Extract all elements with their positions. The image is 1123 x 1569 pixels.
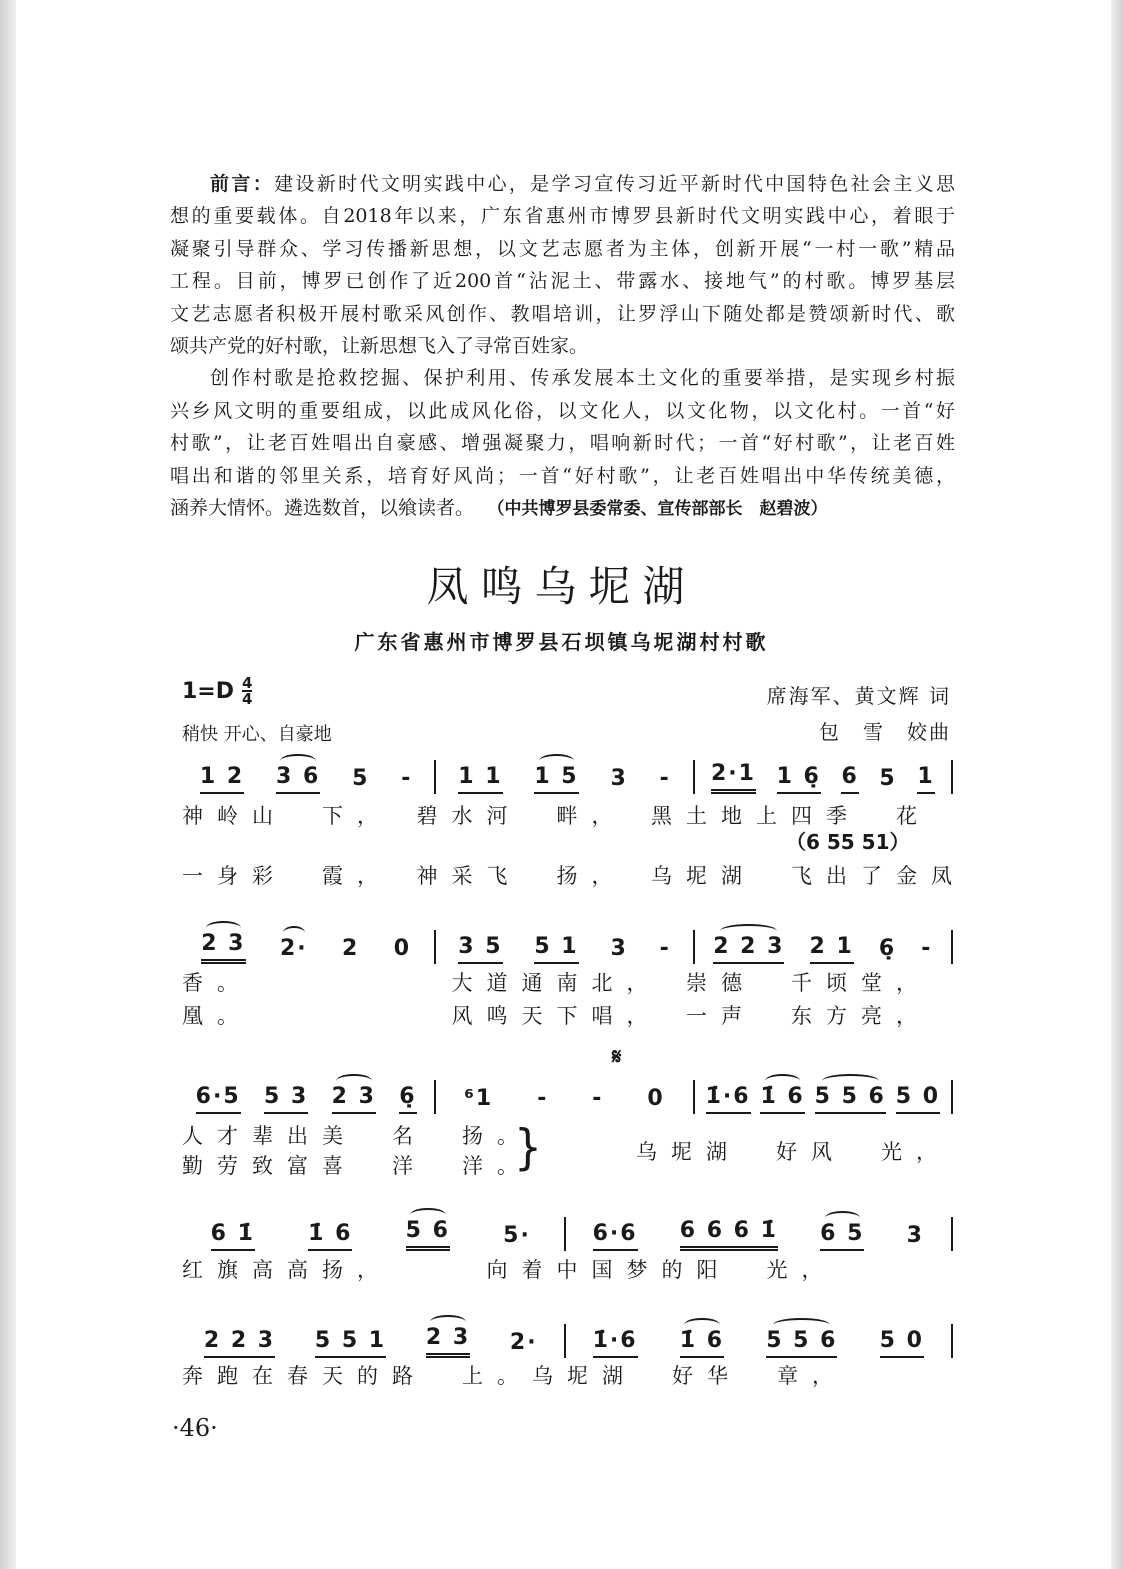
note-group: 5 5 6 — [766, 1328, 837, 1358]
preface-text: 凝聚引导群众、学习传播新思想，以文艺志愿者为主体，创新开展“一村一歌”精品 — [170, 237, 955, 260]
brace: } — [514, 1119, 542, 1176]
note-group: - — [537, 1086, 549, 1111]
chorus-lyric: 乌坭湖 好风 光， — [636, 1140, 951, 1164]
segno-sign: 𝄋 — [612, 1044, 622, 1070]
measure — [566, 1218, 952, 1251]
notation-system — [178, 1080, 953, 1114]
lyric-line: 奔跑在春天的路 上。乌坭湖 好华 章， — [182, 1364, 847, 1388]
note-group: 5· — [503, 1223, 531, 1248]
lyricist-credit: 席海军、黄文辉 词 — [766, 684, 951, 708]
preface-text: 文艺志愿者积极开展村歌采风创作、教唱培训，让罗浮山下随处都是赞颂新时代、歌 — [170, 302, 955, 325]
note-group: 6 — [841, 764, 858, 794]
preface-text: 村歌”，让老百姓唱出自豪感、增强凝聚力，唱响新时代；一首“好村歌”，让老百姓 — [170, 432, 955, 455]
lyric-line: 神岭山 下， 碧水河 畔， 黑土地上四季 花 — [182, 804, 931, 828]
note-group: 5 5 1 — [315, 1328, 386, 1358]
note-group: 1̇ 6 — [308, 1221, 352, 1251]
note-group: 5 — [352, 766, 370, 791]
note-group: - — [659, 936, 671, 961]
measure — [178, 1084, 434, 1114]
lyric-line: 香。 大道通南北， 崇德 千顷堂， — [182, 971, 931, 995]
composer-credit: 包 雪 姣曲 — [819, 720, 951, 744]
preface-text: 兴乡风文明的重要组成，以此成风化俗，以文化人，以文化物，以文化村。一首“好 — [170, 399, 955, 422]
preface-line — [170, 427, 955, 459]
note-group: - — [921, 936, 933, 961]
measure — [178, 764, 434, 794]
song-subtitle: 广东省惠州市博罗县石坝镇乌坭湖村村歌 — [354, 630, 769, 654]
note-group: 6 6 6 1̇ — [680, 1218, 778, 1251]
lyric-line: 凰。 风鸣天下唱， 一声 东方亮， — [182, 1004, 931, 1028]
preface-line — [170, 362, 955, 394]
note-group: 5 0 — [896, 1084, 940, 1114]
note-group: 2· — [280, 936, 308, 964]
note-group: 2 — [342, 936, 360, 961]
key-signature — [182, 676, 252, 706]
preface-text: 颂共产党的好村歌，让新思想飞入了寻常百姓家。 — [170, 334, 589, 357]
notation-system — [178, 1324, 953, 1358]
note-group: 0 — [647, 1086, 665, 1111]
note-group: - — [592, 1086, 604, 1111]
measure — [695, 761, 951, 794]
note-group: 1̇·6 — [706, 1084, 751, 1114]
time-signature: $\frac{4}{4}$ — [242, 674, 253, 708]
preface-line — [170, 395, 955, 427]
key: 1=D — [182, 678, 235, 704]
note-group: 1 5 — [534, 764, 578, 794]
note-group: 1 2 — [200, 764, 244, 794]
note-group: 3 — [906, 1223, 924, 1248]
note-group: 3 6 — [276, 764, 320, 794]
preface-line — [170, 233, 955, 265]
note-group: 6̣ — [878, 936, 897, 961]
note-group: 6·6 — [593, 1221, 638, 1251]
signature: （中共博罗县委常委、宣传部部长 赵碧波） — [496, 498, 828, 519]
measure — [566, 1328, 952, 1358]
note-group: - — [401, 766, 413, 791]
note-group: 6̣ — [399, 1084, 416, 1114]
lyric-line: 勤劳致富喜 洋 洋。 — [182, 1154, 532, 1178]
note-group: 5 0 — [880, 1328, 924, 1358]
note-group: 3 — [610, 936, 628, 961]
barline — [951, 760, 953, 794]
note-group: 3 5 — [458, 934, 502, 964]
alternate-notes: （6 55 51） — [786, 830, 910, 854]
note-group: 2 2 3 — [713, 934, 784, 964]
tempo-marking: 稍快 开心、自豪地 — [182, 724, 332, 745]
song-title: 凤鸣乌坭湖 — [426, 562, 697, 611]
preface — [170, 168, 955, 524]
preface-line — [170, 460, 955, 492]
barline — [951, 1080, 953, 1114]
preface-text: 涵养大情怀。遴选数首，以飨读者。 — [170, 496, 475, 519]
measure — [178, 931, 434, 964]
note-group: 2· — [509, 1330, 538, 1355]
note-group: 2·1 — [711, 761, 756, 794]
preface-text: 创作村歌是抢救挖掘、保护利用、传承发展本土文化的重要举措，是实现乡村振 — [210, 367, 955, 390]
measure — [695, 1084, 951, 1114]
lyric-line: 红旗高高扬， 向着中国梦的阳 光， — [182, 1258, 837, 1282]
preface-text: 想的重要载体。自2018年以来，广东省惠州市博罗县新时代文明实践中心，着眼于 — [170, 205, 955, 228]
note-group: 2 2 3 — [204, 1328, 275, 1358]
preface-text: 工程。目前，博罗已创作了近200首“沾泥土、带露水、接地气”的村歌。博罗基层 — [170, 270, 955, 293]
preface-line — [170, 492, 955, 524]
note-group: 2 3 — [332, 1084, 376, 1114]
note-group: 6 1̇ — [211, 1221, 255, 1251]
preface-line — [170, 265, 955, 297]
measure — [436, 1086, 692, 1114]
barline — [951, 930, 953, 964]
note-group: 0 — [393, 936, 412, 961]
note-group: - — [659, 766, 671, 791]
note-group: 1 — [917, 764, 934, 794]
note-group: 6·5 — [196, 1084, 241, 1114]
lyric-line: 人才辈出美 名 扬。 — [182, 1124, 532, 1148]
page-edge-right — [1111, 0, 1123, 1569]
measure — [178, 1218, 564, 1251]
note-group: 5 1 — [534, 934, 578, 964]
preface-line — [170, 168, 955, 200]
note-group: 5 — [879, 766, 897, 791]
note-group: 3 — [610, 766, 628, 791]
note-group: 2 1 — [810, 934, 854, 964]
measure — [436, 934, 692, 964]
barline — [951, 1324, 953, 1358]
note-group: 6 5 — [820, 1221, 864, 1251]
note-group: 1̇ 6 — [760, 1084, 804, 1114]
notation-system — [178, 1217, 953, 1251]
notation-system — [178, 760, 953, 794]
preface-lead: 前言： — [210, 173, 275, 195]
preface-line — [170, 200, 955, 232]
note-group: 1̇ 6 — [680, 1328, 724, 1358]
barline — [951, 1217, 953, 1251]
notation-system — [178, 930, 953, 964]
measure — [178, 1325, 564, 1358]
page-number: ·46· — [172, 1414, 218, 1442]
lyric-line: 一身彩 霞， 神采飞 扬， 乌坭湖 飞出了金凤 — [182, 864, 966, 888]
page-edge-left — [0, 0, 16, 1569]
note-group: 5 6 — [406, 1218, 450, 1251]
note-group: 1̇·6 — [593, 1328, 638, 1358]
measure — [695, 934, 951, 964]
note-group: 1 6̣ — [777, 764, 821, 794]
preface-line — [170, 330, 955, 362]
note-group: 2 3 — [201, 931, 245, 964]
preface-text: 建设新时代文明实践中心，是学习宣传习近平新时代中国特色社会主义思 — [274, 173, 955, 195]
note-group: 1 1 — [458, 764, 502, 794]
note-group: 2 3 — [426, 1325, 470, 1358]
note-group: ⁶1 — [464, 1086, 494, 1111]
note-group: 5 5 6 — [815, 1084, 886, 1114]
measure — [436, 764, 692, 794]
preface-line — [170, 298, 955, 330]
preface-text: 唱出和谐的邻里关系，培育好风尚；一首“好村歌”，让老百姓唱出中华传统美德， — [170, 464, 955, 487]
note-group: 5 3 — [264, 1084, 308, 1114]
